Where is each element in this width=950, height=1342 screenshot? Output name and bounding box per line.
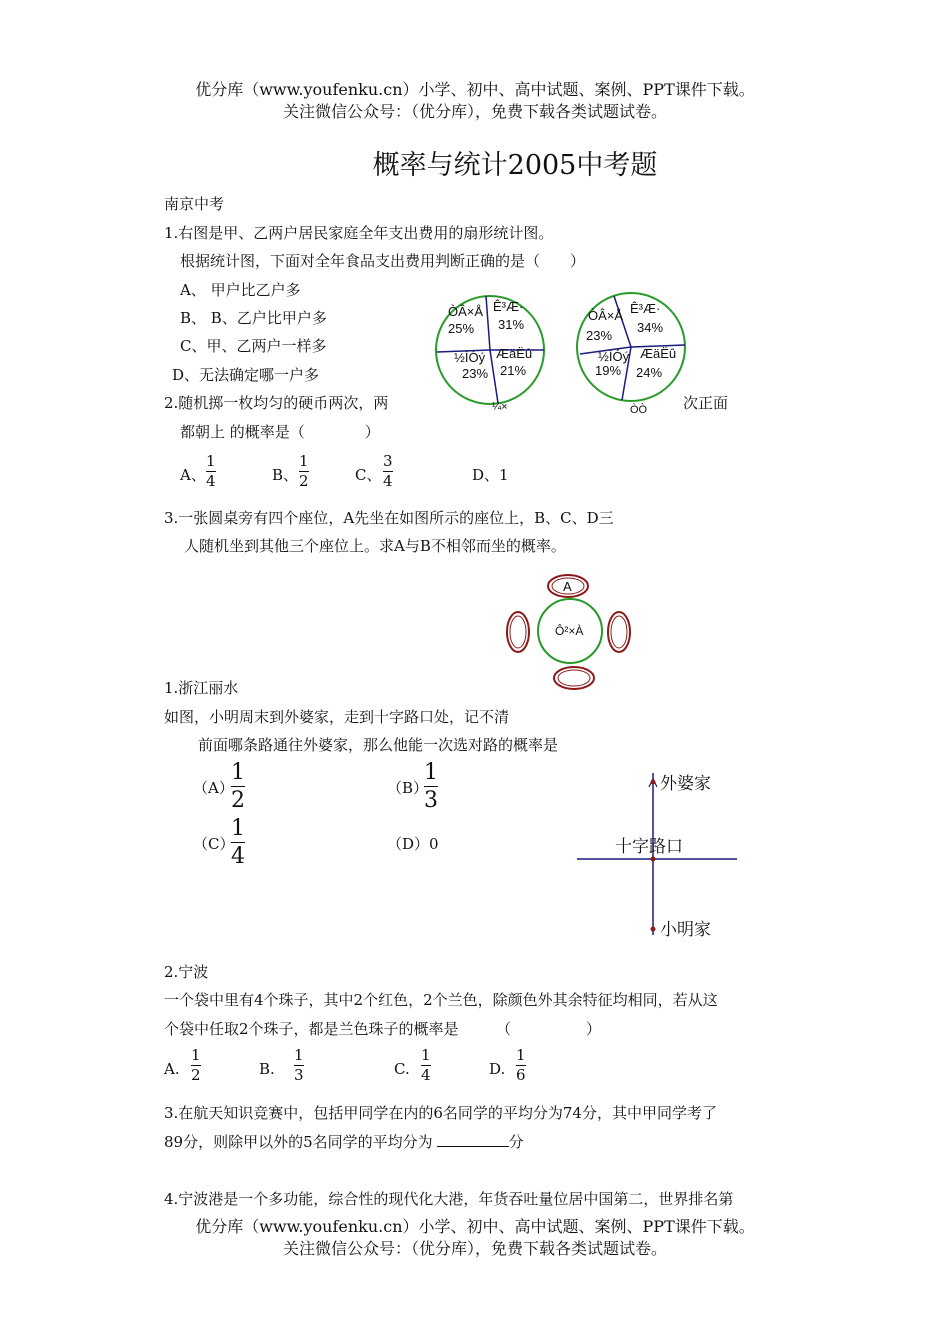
table-label: Ô²×À: [555, 624, 584, 638]
zhejiang-option-c-label: （C）: [193, 835, 235, 853]
q2-option-b-fraction: [299, 453, 309, 491]
ningbo-option-d-fraction: [516, 1047, 526, 1085]
pie-left: [436, 296, 544, 413]
fraction-denominator: 4: [421, 1066, 431, 1085]
zhejiang-line2: 前面哪条路通往外婆家，那么他能一次选对路的概率是: [198, 736, 559, 754]
ningbo-q4-line1: 4.宁波港是一个多功能，综合性的现代化大港，年货吞吐量位居中国第二，世界排名第: [164, 1190, 734, 1208]
pie-left-divider: [486, 296, 490, 350]
ningbo-option-c-fraction: [421, 1047, 431, 1085]
pie-left-label-2: Ê³Æ·: [493, 299, 524, 314]
fraction-denominator: 4: [383, 472, 393, 491]
q1-line2: 根据统计图，下面对全年食品支出费用判断正确的是（ ）: [180, 252, 586, 270]
fraction-denominator: 3: [294, 1066, 304, 1085]
label-grandma-home: 外婆家: [660, 774, 711, 793]
ningbo-option-b-label: B.: [259, 1060, 275, 1078]
footer-line-2: 关注微信公众号：（优分库），免费下载各类试题试卷。: [282, 1239, 667, 1258]
seat-bottom-inner: [558, 670, 590, 686]
q1-option-c: C、甲、乙两户一样多: [180, 337, 327, 355]
zhejiang-option-a-label: （A）: [193, 779, 234, 797]
pie-right-pct-4: 24%: [636, 365, 663, 380]
pie-left-caption: ¼×: [492, 401, 508, 413]
fraction-denominator: 2: [299, 472, 309, 491]
q1-line1: 1.右图是甲、乙两户居民家庭全年支出费用的扇形统计图。: [164, 224, 554, 242]
marker-crossroad: [651, 857, 656, 862]
fraction-numerator: 1: [516, 1046, 526, 1064]
ningbo-option-c-label: C.: [394, 1060, 410, 1078]
q3-line2: 人随机坐到其他三个座位上。求A与B不相邻而坐的概率。: [184, 537, 566, 555]
section-heading-nanjing: 南京中考: [164, 195, 225, 213]
fraction-numerator: 1: [424, 760, 438, 785]
fraction-numerator: 1: [231, 760, 245, 785]
crossroad-figure: [570, 765, 745, 945]
fraction-denominator: 3: [424, 788, 438, 814]
pie-right-pct-1: 23%: [586, 328, 613, 343]
pie-right-label-1: ÒÂ×Å: [588, 308, 624, 323]
round-table-figure: [500, 570, 640, 696]
q2-option-b-label: B、: [272, 466, 299, 484]
q3-line1: 3.一张圆桌旁有四个座位，A先坐在如图所示的座位上，B、C、D三: [164, 509, 614, 527]
q2-line1-tail: 次正面: [683, 394, 729, 412]
label-xiaoming-home: 小明家: [660, 920, 711, 939]
ningbo-option-d-label: D.: [489, 1060, 506, 1078]
pie-right-label-3: ½ÌÓý: [598, 349, 630, 364]
seat-a-label: A: [563, 579, 572, 594]
pie-left-label-3: ½ÌÓý: [454, 350, 486, 365]
q2-line1: 2.随机掷一枚均匀的硬币两次，两: [164, 394, 389, 412]
q1-option-b: B、 B、乙户比甲户多: [180, 309, 327, 327]
zhejiang-option-d: （D）0: [387, 835, 439, 853]
zhejiang-line1: 如图，小明周末到外婆家，走到十字路口处，记不清: [164, 708, 510, 726]
marker-grandma-home: [651, 780, 656, 785]
ningbo-q3-line2: 89分，则除甲以外的5名同学的平均分为: [164, 1133, 433, 1151]
pie-right-pct-2: 34%: [637, 320, 664, 335]
seat-left-inner: [510, 616, 526, 648]
zhejiang-option-c-fraction: [231, 816, 245, 870]
pie-right-pct-3: 19%: [595, 363, 622, 378]
fraction-denominator: 6: [516, 1066, 526, 1085]
ningbo-q3-line2-wrap: [164, 1131, 524, 1152]
fraction-denominator: 2: [231, 788, 245, 814]
fraction-numerator: 1: [191, 1046, 201, 1064]
ningbo-option-a-label: A.: [164, 1060, 180, 1078]
ningbo-q3-line1: 3.在航天知识竞赛中，包括甲同学在内的6名同学的平均分为74分，其中甲同学考了: [164, 1104, 717, 1122]
fraction-denominator: 2: [191, 1066, 201, 1085]
section-heading-zhejiang: 1.浙江丽水: [164, 679, 239, 697]
pie-left-label-4: ÆäËû: [496, 346, 533, 361]
answer-blank[interactable]: [437, 1132, 509, 1147]
q2-option-a-fraction: [206, 453, 216, 491]
ningbo-q-line1: 一个袋中里有4个珠子，其中2个红色，2个兰色，除颜色外其余特征均相同，若从这: [164, 991, 718, 1009]
pie-left-label-1: ÒÂ×Å: [448, 304, 484, 319]
q2-option-c-fraction: [383, 453, 393, 491]
fraction-denominator: 4: [231, 844, 245, 870]
header-line-1: 优分库（www.youfenku.cn）小学、初中、高中试题、案例、PPT课件下载。: [195, 80, 755, 99]
section-heading-ningbo: 2.宁波: [164, 963, 209, 981]
pie-left-pct-1: 25%: [448, 321, 475, 336]
pie-left-pct-2: 31%: [498, 317, 525, 332]
ningbo-option-b-fraction: [294, 1047, 304, 1085]
q1-option-d: D、无法确定哪一户多: [172, 366, 320, 384]
pie-right-caption: ÒÒ: [630, 404, 648, 415]
fraction-numerator: 1: [299, 452, 309, 470]
pie-right: [577, 293, 685, 415]
page-title: 概率与统计2005中考题: [372, 150, 658, 181]
footer-line-1: 优分库（www.youfenku.cn）小学、初中、高中试题、案例、PPT课件下载。: [195, 1217, 755, 1236]
q2-option-c-label: C、: [355, 466, 382, 484]
fraction-numerator: 1: [421, 1046, 431, 1064]
fraction-numerator: 1: [294, 1046, 304, 1064]
seat-right-inner: [611, 616, 627, 648]
ningbo-q-line2: 个袋中任取2个珠子，都是兰色珠子的概率是 （ ）: [164, 1020, 602, 1038]
pie-right-label-2: Ê³Æ·: [630, 301, 661, 316]
fraction-numerator: 1: [231, 816, 245, 841]
fraction-denominator: 4: [206, 472, 216, 491]
label-crossroad: 十字路口: [615, 837, 683, 856]
ningbo-option-a-fraction: [191, 1047, 201, 1085]
q2-option-d: D、1: [472, 466, 509, 484]
fraction-numerator: 3: [383, 452, 393, 470]
fraction-numerator: 1: [206, 452, 216, 470]
zhejiang-option-b-fraction: [424, 760, 438, 814]
ningbo-q3-unit: 分: [508, 1133, 524, 1151]
q2-line2: 都朝上 的概率是（ ）: [180, 423, 380, 441]
q1-option-a: A、 甲户比乙户多: [180, 281, 301, 299]
zhejiang-option-a-fraction: [231, 760, 245, 814]
marker-xiaoming-home: [651, 927, 656, 932]
zhejiang-option-b-label: （B）: [387, 779, 429, 797]
pie-left-pct-4: 21%: [500, 363, 527, 378]
header-line-2: 关注微信公众号：（优分库），免费下载各类试题试卷。: [282, 102, 667, 121]
q2-option-a-label: A、: [180, 466, 206, 484]
pie-right-label-4: ÆäËû: [640, 346, 677, 361]
pie-left-pct-3: 23%: [462, 366, 489, 381]
